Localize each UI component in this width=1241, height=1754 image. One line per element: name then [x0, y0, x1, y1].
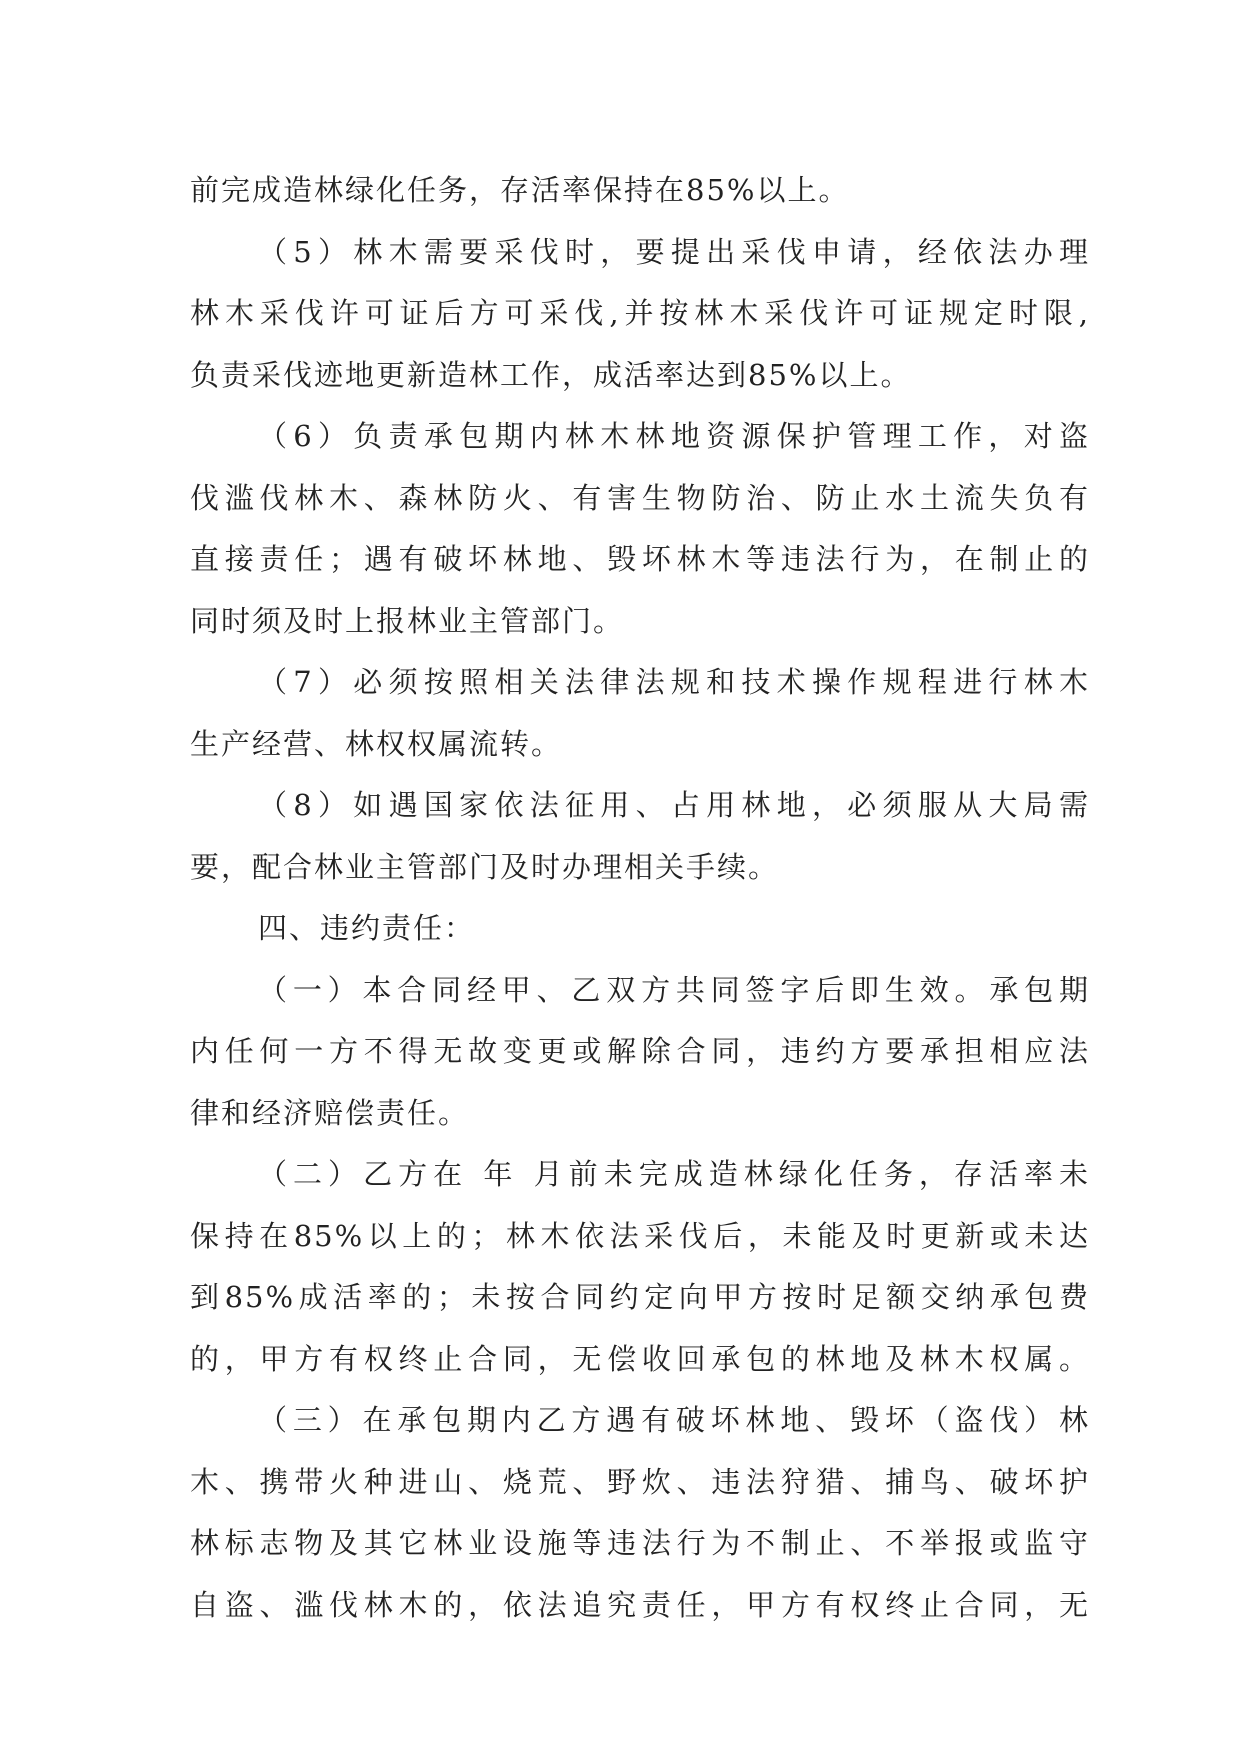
- text-line: 同时须及时上报林业主管部门。: [190, 603, 625, 638]
- document-body: [190, 160, 1090, 1636]
- text-line: （三）在承包期内乙方遇有破坏林地、毁坏（盗伐）林: [258, 1403, 1090, 1437]
- text-line: 林木采伐许可证后方可采伐,并按林木采伐许可证规定时限,: [190, 296, 1090, 330]
- text-line: （二）乙方在 年 月前未完成造林绿化任务，存活率未: [258, 1157, 1090, 1191]
- text-line: （5）林木需要采伐时，要提出采伐申请，经依法办理: [258, 234, 1090, 269]
- text-line: （6）负责承包期内林木林地资源保护管理工作，对盗: [258, 419, 1090, 453]
- text-line: 内任何一方不得无故变更或解除合同，违约方要承担相应法: [190, 1034, 1090, 1068]
- text-line: 负责采伐迹地更新造林工作，成活率达到85%以上。: [190, 357, 912, 392]
- text-line: 木、携带火种进山、烧荒、野炊、违法狩猎、捕鸟、破坏护: [190, 1464, 1090, 1499]
- text-line: 前完成造林绿化任务，存活率保持在85%以上。: [190, 173, 850, 207]
- text-line: （一）本合同经甲、乙双方共同签字后即生效。承包期: [258, 972, 1090, 1007]
- text-line: 生产经营、林权权属流转。: [190, 726, 563, 761]
- text-line: 林标志物及其它林业设施等违法行为不制止、不举报或监守: [190, 1526, 1090, 1560]
- text-line: 律和经济赔偿责任。: [190, 1095, 470, 1130]
- text-line: 保持在85%以上的；林木依法采伐后，未能及时更新或未达: [190, 1218, 1090, 1253]
- text-line: 伐滥伐林木、森林防火、有害生物防治、防止水土流失负有: [190, 480, 1090, 515]
- text-line: 的，甲方有权终止合同，无偿收回承包的林地及林木权属。: [190, 1341, 1090, 1376]
- text-line: （7）必须按照相关法律法规和技术操作规程进行林木: [258, 665, 1090, 699]
- section-heading: 四、违约责任：: [258, 911, 476, 945]
- text-line: （8）如遇国家依法征用、占用林地，必须服从大局需: [258, 788, 1090, 822]
- text-line: 自盗、滥伐林木的，依法追究责任，甲方有权终止合同，无: [190, 1587, 1090, 1622]
- text-line: 要，配合林业主管部门及时办理相关手续。: [190, 849, 780, 884]
- text-line: 到85%成活率的；未按合同约定向甲方按时足额交纳承包费: [190, 1280, 1090, 1314]
- text-line: 直接责任；遇有破坏林地、毁坏林木等违法行为，在制止的: [190, 542, 1090, 576]
